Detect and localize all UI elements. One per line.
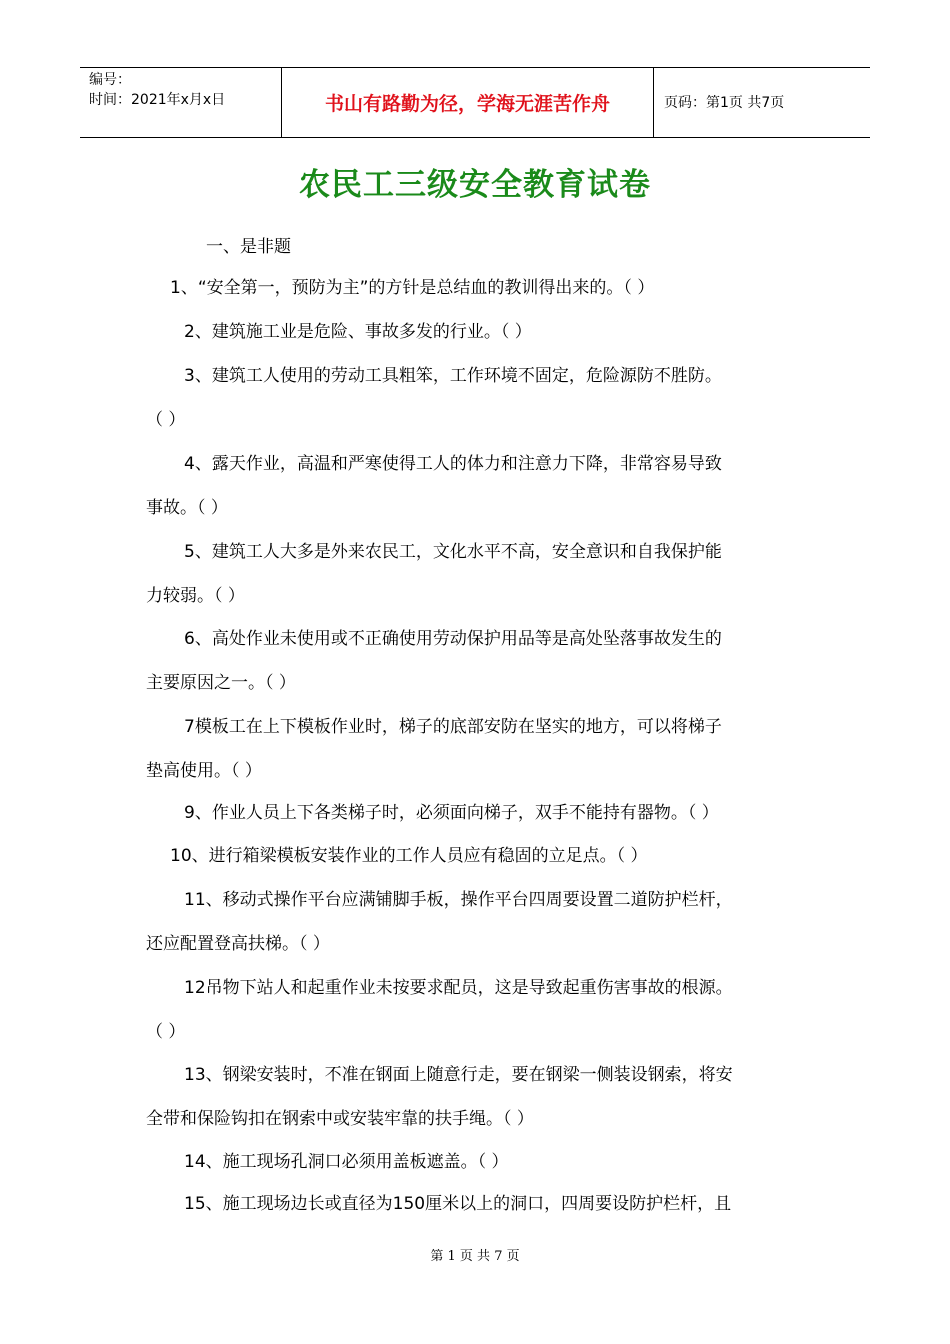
question-line: 5、建筑工人大多是外来农民工，文化水平不高，安全意识和自我保护能 bbox=[184, 542, 722, 562]
question-line: 还应配置登高扶梯。（ ） bbox=[146, 934, 330, 954]
header-meta-cell bbox=[80, 68, 282, 137]
time-label: 时间：2021年x月x日 bbox=[89, 92, 226, 108]
section-heading: 一、是非题 bbox=[206, 237, 291, 257]
question-line: 垫高使用。（ ） bbox=[146, 761, 262, 781]
motto: 书山有路勤为径，学海无涯苦作舟 bbox=[324, 93, 610, 115]
question-line: 4、露天作业，高温和严寒使得工人的体力和注意力下降，非常容易导致 bbox=[184, 454, 722, 474]
page-footer: 第 1 页 共 7 页 bbox=[430, 1249, 520, 1264]
question-line: 事故。（ ） bbox=[146, 498, 228, 518]
question-line: 11、移动式操作平台应满铺脚手板，操作平台四周要设置二道防护栏杆， bbox=[184, 890, 733, 910]
question-line: 14、施工现场孔洞口必须用盖板遮盖。（ ） bbox=[184, 1152, 509, 1172]
question-line: 13、钢梁安装时，不准在钢面上随意行走，要在钢梁一侧装设钢索，将安 bbox=[184, 1065, 733, 1085]
question-line: 3、建筑工人使用的劳动工具粗笨，工作环境不固定，危险源防不胜防。 bbox=[184, 366, 722, 386]
number-label: 编号： bbox=[89, 72, 131, 88]
question-line: 2、建筑施工业是危险、事故多发的行业。（ ） bbox=[184, 322, 532, 342]
question-line: （ ） bbox=[146, 1022, 186, 1042]
page-header bbox=[80, 67, 870, 138]
question-line: 主要原因之一。（ ） bbox=[146, 673, 296, 693]
header-page-info: 页码：第1页 共7页 bbox=[664, 95, 785, 111]
question-line: 12吊物下站人和起重作业未按要求配员，这是导致起重伤害事故的根源。 bbox=[184, 978, 733, 998]
question-line: （ ） bbox=[146, 410, 186, 430]
header-page-cell bbox=[654, 68, 870, 137]
question-line: 1、“安全第一，预防为主”的方针是总结血的教训得出来的。（ ） bbox=[170, 278, 655, 298]
question-line: 力较弱。（ ） bbox=[146, 586, 245, 606]
header-motto-cell bbox=[282, 68, 654, 137]
question-line: 7模板工在上下模板作业时，梯子的底部安防在坚实的地方，可以将梯子 bbox=[184, 717, 722, 737]
question-line: 6、高处作业未使用或不正确使用劳动保护用品等是高处坠落事故发生的 bbox=[184, 629, 722, 649]
question-line: 9、作业人员上下各类梯子时，必须面向梯子，双手不能持有器物。（ ） bbox=[184, 803, 719, 823]
question-line: 全带和保险钩扣在钢索中或安装牢靠的扶手绳。（ ） bbox=[146, 1109, 534, 1129]
document-title: 农民工三级安全教育试卷 bbox=[299, 167, 651, 203]
question-line: 15、施工现场边长或直径为150厘米以上的洞口，四周要设防护栏杆，且 bbox=[184, 1194, 732, 1214]
question-line: 10、进行箱梁模板安装作业的工作人员应有稳固的立足点。（ ） bbox=[170, 846, 648, 866]
